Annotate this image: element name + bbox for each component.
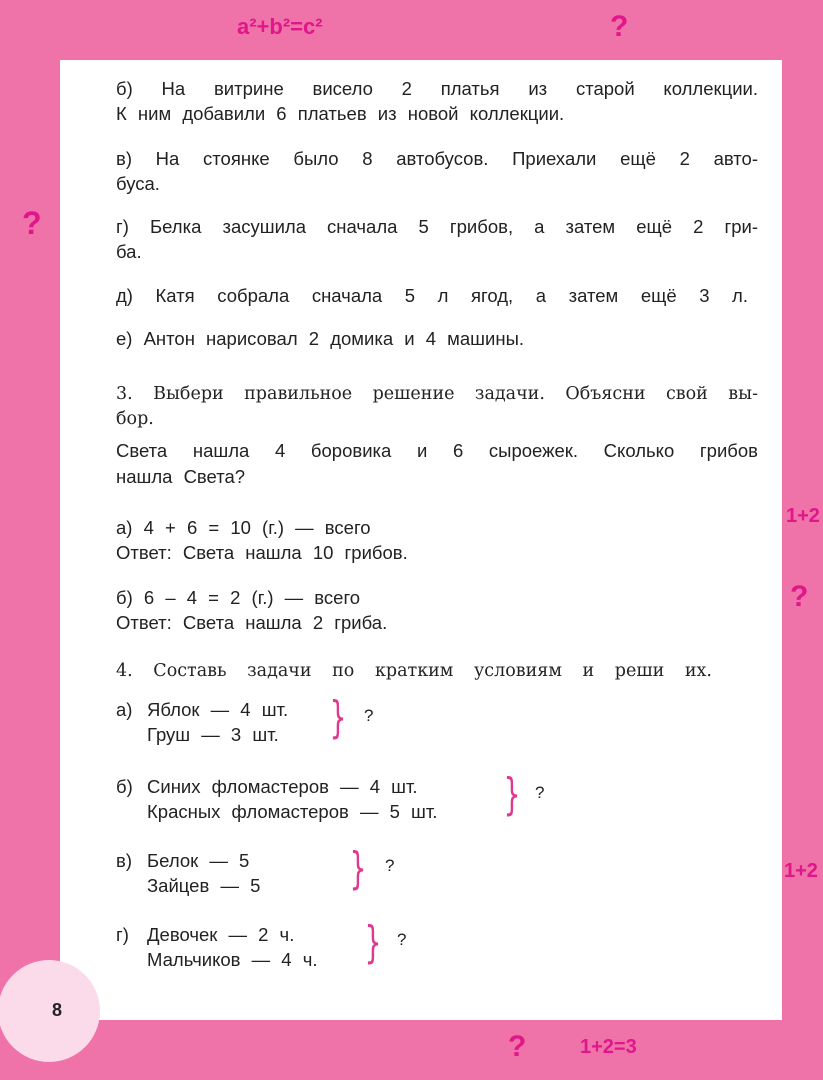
question-doodle: ? (610, 10, 629, 43)
task3-heading-line1: 3. Выбери правильное решение задачи. Объясни свой вы- (116, 384, 758, 404)
task4-a-line1: Яблок — 4 шт. (147, 699, 289, 720)
task4-a-question: ? (364, 706, 374, 725)
task3-option-b-answer: Ответ: Света нашла 2 гриба. (116, 612, 388, 633)
page-number-badge (0, 960, 100, 1062)
page-number: 8 (52, 1000, 63, 1020)
task4-v-label: в) (116, 850, 132, 871)
task2-g-line2: ба. (116, 241, 142, 262)
task3-option-a-answer: Ответ: Света нашла 10 грибов. (116, 542, 408, 563)
task2-d-line: д) Катя собрала сначала 5 л ягод, а затем ещё 3 л. (116, 285, 748, 306)
question-doodle: ? (22, 205, 42, 241)
brace-icon: } (364, 917, 382, 968)
task4-b-label: б) (116, 776, 133, 797)
formula-doodle-small: 1+2 (784, 860, 818, 882)
task4-a-label: а) (116, 699, 133, 720)
task3-option-b-solution: б) 6 – 4 = 2 (г.) — всего (116, 587, 361, 608)
task4-b-line1: Синих фломастеров — 4 шт. (147, 776, 418, 797)
task4-g-question: ? (397, 930, 407, 949)
task4-g-line1: Девочек — 2 ч. (147, 924, 295, 945)
task4-heading: 4. Составь задачи по кратким условиям и реши их. (116, 661, 712, 681)
task2-b-line1: б) На витрине висело 2 платья из старой коллекции. (116, 78, 758, 99)
sum-doodle: 1+2 (786, 505, 820, 527)
task3-problem-line1: Света нашла 4 боровика и 6 сыроежек. Сколько грибов (116, 440, 758, 461)
task4-v-line1: Белок — 5 (147, 850, 250, 871)
task3-problem-line2: нашла Света? (116, 466, 246, 487)
question-doodle: ? (508, 1030, 527, 1063)
task4-a-line2: Груш — 3 шт. (147, 724, 279, 745)
task2-e-line: е) Антон нарисовал 2 домика и 4 машины. (116, 328, 525, 349)
task4-b-question: ? (535, 783, 545, 802)
brace-icon: } (503, 769, 521, 820)
task4-g-line2: Мальчиков — 4 ч. (147, 949, 318, 970)
task3-option-a-solution: а) 4 + 6 = 10 (г.) — всего (116, 517, 371, 538)
task2-v-line1: в) На стоянке было 8 автобусов. Приехали ещё 2 авто- (116, 148, 758, 169)
brace-icon: } (329, 692, 347, 743)
task2-v-line2: буса. (116, 173, 160, 194)
task3-heading-line2: бор. (116, 409, 154, 429)
task4-g-label: г) (116, 924, 129, 945)
task4-b-line2: Красных фломастеров — 5 шт. (147, 801, 438, 822)
task4-v-line2: Зайцев — 5 (147, 875, 261, 896)
task2-g-line1: г) Белка засушила сначала 5 грибов, а затем ещё 2 гри- (116, 216, 758, 237)
sum-doodle: 1+2=3 (580, 1036, 637, 1058)
question-doodle: ? (790, 580, 809, 613)
task2-b-line2: К ним добавили 6 платьев из новой коллекции. (116, 103, 565, 124)
task4-v-question: ? (385, 856, 395, 875)
brace-icon: } (349, 843, 367, 894)
formula-doodle: a²+b²=c² (237, 14, 323, 39)
